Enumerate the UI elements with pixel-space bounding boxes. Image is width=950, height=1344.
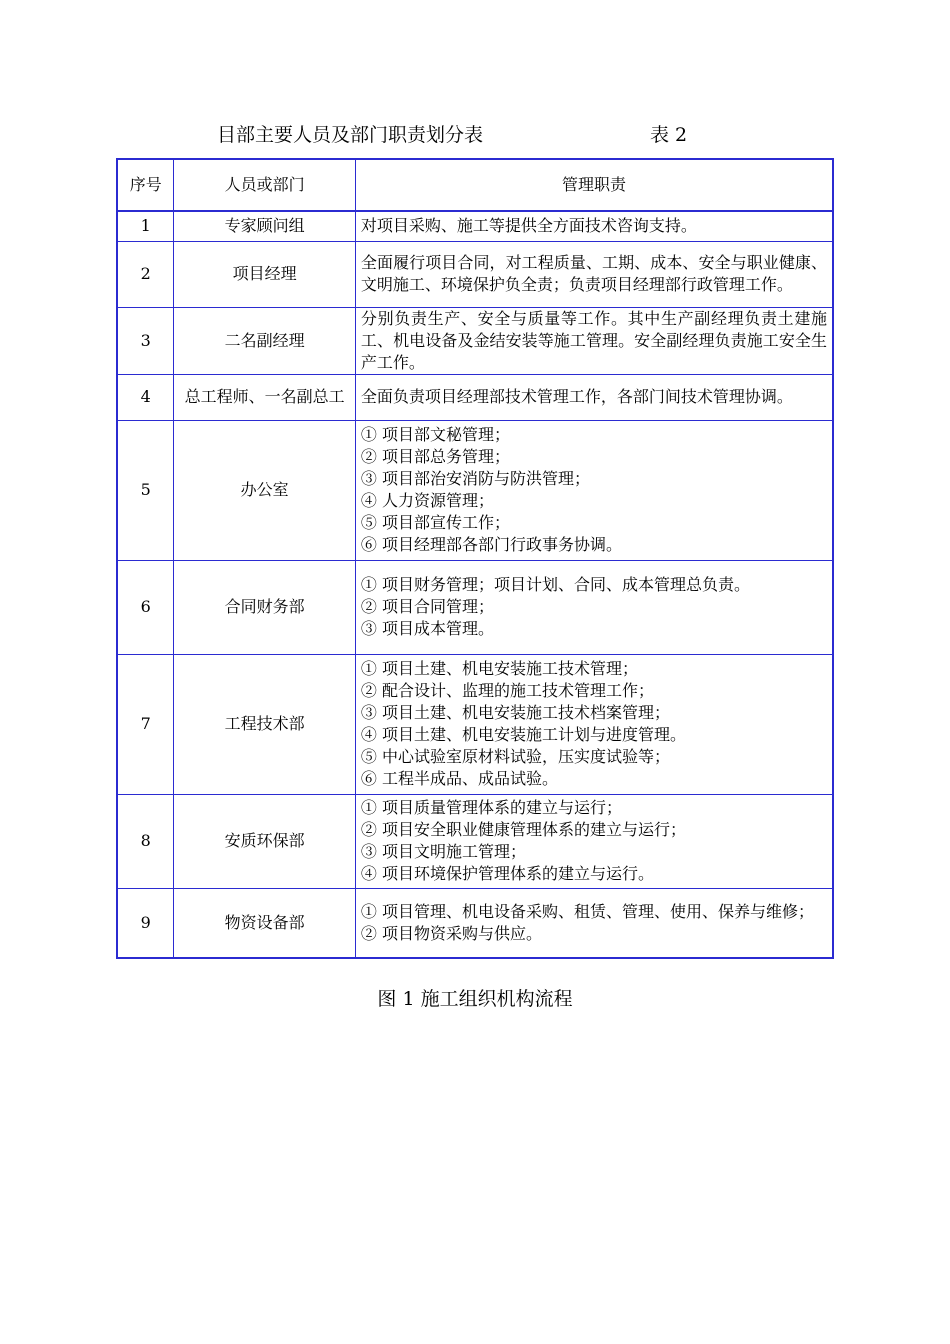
row-number: 7 — [117, 654, 174, 794]
header-department: 人员或部门 — [174, 159, 356, 211]
header-number: 序号 — [117, 159, 174, 211]
duty-item: ③ 项目部治安消防与防洪管理； — [360, 469, 591, 488]
responsibility-table — [116, 158, 834, 959]
duty-item: ① 项目质量管理体系的建立与运行； — [360, 798, 623, 817]
row-number: 4 — [117, 374, 174, 420]
table-row — [117, 654, 833, 794]
row-department: 物资设备部 — [174, 888, 356, 958]
duty-item: ② 项目部总务管理； — [360, 447, 511, 466]
figure-caption: 图 1 施工组织机构流程 — [377, 988, 573, 1010]
table-row — [117, 374, 833, 420]
table-row — [117, 241, 833, 307]
row-department: 总工程师、一名副总工 — [174, 374, 356, 420]
table-row — [117, 211, 833, 241]
row-duties — [355, 888, 833, 958]
duty-item: ③ 项目土建、机电安装施工技术档案管理； — [360, 703, 671, 722]
row-number: 3 — [117, 307, 174, 374]
duty-item: ③ 项目成本管理。 — [360, 619, 495, 638]
table-row — [117, 307, 833, 374]
row-duties — [355, 241, 833, 307]
row-duties — [355, 794, 833, 888]
row-number: 2 — [117, 241, 174, 307]
table-body — [117, 211, 833, 958]
duty-item: 对项目采购、施工等提供全方面技术咨询支持。 — [360, 216, 697, 236]
row-department: 合同财务部 — [174, 560, 356, 654]
duty-item: 全面履行项目合同，对工程质量、工期、成本、安全与职业健康、文明施工、环境保护负全责；负责项目经理部行政管理工作。 — [360, 253, 827, 294]
row-duties — [355, 654, 833, 794]
table-title-line — [0, 120, 950, 150]
duty-item: ⑥ 工程半成品、成品试验。 — [360, 769, 559, 788]
row-number: 5 — [117, 420, 174, 560]
table-header-row — [117, 159, 833, 211]
row-duties — [355, 211, 833, 241]
duty-item: ① 项目财务管理；项目计划、合同、成本管理总负责。 — [360, 575, 751, 594]
row-duties — [355, 560, 833, 654]
table-title: 目部主要人员及部门职责划分表 — [217, 124, 484, 146]
header-duties: 管理职责 — [355, 159, 833, 211]
row-duties — [355, 307, 833, 374]
duty-item: 全面负责项目经理部技术管理工作，各部门间技术管理协调。 — [360, 387, 793, 406]
table-row — [117, 420, 833, 560]
duty-item: ③ 项目文明施工管理； — [360, 842, 527, 861]
duty-item: ⑥ 项目经理部各部门行政事务协调。 — [360, 535, 623, 554]
table-row — [117, 888, 833, 958]
row-duties — [355, 374, 833, 420]
duty-item: ⑤ 中心试验室原材料试验，压实度试验等； — [360, 747, 671, 766]
row-number: 9 — [117, 888, 174, 958]
row-number: 6 — [117, 560, 174, 654]
row-duties — [355, 420, 833, 560]
table-row — [117, 560, 833, 654]
duty-item: 分别负责生产、安全与质量等工作。其中生产副经理负责土建施工、机电设备及金结安装等施工管理。安全副经理负责施工安全生产工作。 — [360, 308, 827, 372]
row-department: 安质环保部 — [174, 794, 356, 888]
row-department: 办公室 — [174, 420, 356, 560]
duty-item: ④ 人力资源管理； — [360, 491, 495, 510]
row-number: 8 — [117, 794, 174, 888]
duty-item: ④ 项目环境保护管理体系的建立与运行。 — [360, 864, 655, 883]
duty-item: ① 项目土建、机电安装施工技术管理； — [360, 659, 639, 678]
row-number: 1 — [117, 211, 174, 241]
duty-item: ⑤ 项目部宣传工作； — [360, 513, 511, 532]
duty-item: ④ 项目土建、机电安装施工计划与进度管理。 — [360, 725, 687, 744]
table-number: 表 2 — [650, 124, 688, 146]
duty-item: ① 项目部文秘管理； — [360, 425, 511, 444]
row-department: 项目经理 — [174, 241, 356, 307]
row-department: 二名副经理 — [174, 307, 356, 374]
row-department: 工程技术部 — [174, 654, 356, 794]
duty-item: ① 项目管理、机电设备采购、租赁、管理、使用、保养与维修； — [360, 901, 815, 921]
duty-item: ② 配合设计、监理的施工技术管理工作； — [360, 681, 655, 700]
duty-item: ② 项目物资采购与供应。 — [360, 923, 543, 943]
duty-item: ② 项目安全职业健康管理体系的建立与运行； — [360, 820, 687, 839]
duty-item: ② 项目合同管理； — [360, 597, 495, 616]
row-department: 专家顾问组 — [174, 211, 356, 241]
table-row — [117, 794, 833, 888]
